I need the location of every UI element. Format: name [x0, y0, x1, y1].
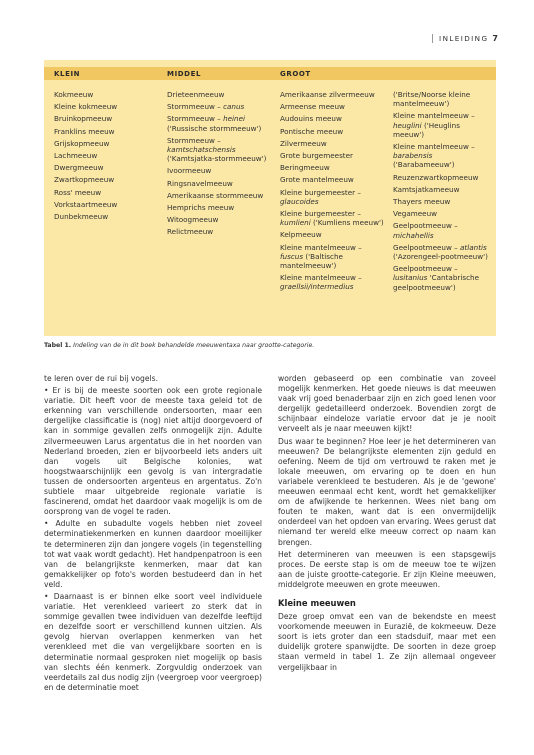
table-cell [393, 173, 493, 182]
table-cell: Dwergmeeuw [54, 163, 104, 173]
cell-common-name: ('Russische stormmeeuw') [167, 123, 262, 133]
cell-name: Ringsnavelmeeuw [167, 178, 233, 188]
paragraph: Deze groep omvat een van de bekendste en meest voorkomende meeuwen in Eurazië, de kokmeeuw. Deze soort is iets groter dan een stadsduif, maar met een duidelijk grotere spanwijdte. De soorten in deze groep staan vermeld in tabel 1. Ze zijn allemaal ongeveer vergelijkbaar in [278, 612, 496, 672]
cell-name: Armeense meeuw [280, 102, 345, 112]
cell-name: Grote burgemeester [280, 151, 354, 161]
cell-name: Stormmeeuw – [167, 135, 221, 145]
cell-name: Kleine mantelmeeuw – [393, 111, 475, 121]
cell-name: Amerikaanse zilvermeeuw [280, 90, 375, 99]
body-column-right [278, 374, 496, 675]
running-head [432, 34, 498, 43]
table-cell [280, 163, 386, 172]
cell-name: Kleine burgemeester – [280, 209, 361, 219]
cell-name: Audouins meeuw [280, 114, 342, 124]
table-cell [167, 136, 273, 164]
table-cell: Grijskopmeeuw [54, 138, 110, 148]
cell-name: Reuzenzwartkopmeeuw [393, 172, 479, 182]
cell-subspecies: graellsii/intermedius [280, 282, 354, 292]
table-cell [280, 151, 386, 160]
header-klein: KLEIN [54, 70, 81, 78]
table-cell: Lachmeeuw [54, 151, 98, 161]
cell-name: Kleine mantelmeeuw – [393, 142, 475, 152]
cell-subspecies: fuscus [280, 251, 304, 261]
table-cell [393, 111, 493, 139]
header-groot: GROOT [280, 70, 311, 78]
paragraph: worden gebaseerd op een combinatie van zoveel mogelijk kenmerken. Het goede nieuws is dat meeuwen vaak vrij goed benaderbaar zijn en zich goed lenen voor dergelijk gedetailleerd onderzoek. Bovendien zorgt de schijnbaar eindeloze variatie ervoor dat je je nooit verveelt als je naar meeuwen kijkt! [278, 374, 496, 434]
table-cell [167, 179, 273, 188]
paragraph: Het determineren van meeuwen is een stapsgewijs proces. De eerste stap is om de meeuw toe te wijzen aan de juiste grootte-categorie. Er zijn Kleine meeuwen, middelgrote meeuwen en grote meeuwen. [278, 549, 496, 589]
cell-name: Vegameeuw [393, 209, 438, 219]
cell-name: Drieteenmeeuw [167, 90, 225, 99]
cell-subspecies: heuglini [393, 120, 422, 130]
table-cell [393, 185, 493, 194]
table-cell [280, 230, 386, 239]
table-cell: Kleine kokmeeuw [54, 102, 118, 112]
paragraph: Dus waar te beginnen? Hoe leer je het determineren van meeuwen? De belangrijkste elementen zijn geduld en oefening. Neem de tijd om vertrouwd te raken met je lokale meeuwen, om ervaring op te doen en hun variabele verenkleed te bestuderen. Als je de 'gewone' meeuwen eenmaal echt kent, wordt het gemakkelijker om de afwijkende te herkennen. Wees niet bang om fouten te maken, want dat is een onvermijdelijk onderdeel van het opdoen van ervaring. Wees gerust dat niemand ter wereld elke meeuw correct op naam kan brengen. [278, 436, 496, 547]
table-cell: Ross' meeuw [54, 187, 102, 197]
table-cell [280, 175, 386, 184]
column-groot-1 [280, 90, 386, 295]
cell-name: Geelpootmeeuw – [393, 221, 458, 231]
table-cell [393, 197, 493, 206]
table-cell [393, 90, 493, 108]
cell-name: Zilvermeeuw [280, 138, 327, 148]
table-cell [280, 102, 386, 111]
cell-name: Beringmeeuw [280, 163, 330, 173]
column-klein [54, 90, 154, 224]
table-cell [393, 221, 493, 239]
cell-name: Pontische meeuw [280, 126, 344, 136]
column-groot-2 [393, 90, 493, 295]
table-cell: Dunbekmeeuw [54, 212, 109, 222]
table-cell: Kokmeeuw [54, 90, 94, 99]
table-cell [167, 191, 273, 200]
cell-name: Kelpmeeuw [280, 230, 322, 240]
column-middel [167, 90, 273, 240]
table-cell [280, 273, 386, 291]
table-cell [167, 90, 273, 99]
paragraph: • Adulte en subadulte vogels hebben niet zoveel determinatiekenmerken en kunnen daardoor moeilijker te determineren zijn dan jongere vogels (in tegenstelling tot wat vaak wordt gedacht). Het handpenpatroon is een van de belangrijkste kenmerken, maar dat kan gemakkelijker op foto's worden bestudeerd dan in het veld. [44, 519, 262, 589]
table-cell [167, 166, 273, 175]
table-cell [393, 243, 493, 261]
cell-name: Kleine burgemeester – [280, 187, 361, 197]
subheading-kleine-meeuwen: Kleine meeuwen [278, 597, 356, 608]
cell-subspecies: glaucoides [280, 196, 319, 206]
table-cell [393, 264, 493, 292]
table-cell [280, 114, 386, 123]
page-number: 7 [492, 34, 498, 43]
paragraph: te leren over de rui bij vogels. [44, 374, 158, 383]
cell-name: Witoogmeeuw [167, 215, 219, 225]
cell-subspecies: kamtschatschensis [167, 145, 236, 155]
table-cell [280, 188, 386, 206]
table-cell [167, 227, 273, 236]
cell-name: ('Britse/Noorse kleine mantelmeeuw') [393, 90, 471, 109]
cell-name: Kamtsjatkameeuw [393, 184, 460, 194]
cell-common-name: ('Heuglins meeuw') [393, 120, 460, 139]
cell-common-name: ('Barabameeuw') [393, 160, 455, 170]
header-middel: MIDDEL [167, 70, 202, 78]
cell-subspecies: kumlieni [280, 218, 311, 228]
size-category-table [44, 60, 496, 336]
caption-text: Indeling van de in dit boek behandelde meeuwentaxa naar grootte-categorie. [71, 342, 315, 349]
cell-subspecies: heinei [223, 114, 246, 124]
cell-subspecies: atlantis [460, 242, 487, 252]
caption-label: Tabel 1. [44, 342, 72, 349]
table-cell [280, 127, 386, 136]
cell-common-name: ('Kamtsjatka-stormmeeuw') [167, 154, 267, 164]
table-caption [44, 342, 496, 349]
table-cell [280, 209, 386, 227]
cell-common-name: ('Kumliens meeuw') [310, 218, 384, 228]
cell-name: Grote mantelmeeuw [280, 175, 354, 185]
body-column-left [44, 374, 262, 695]
table-cell: Franklins meeuw [54, 126, 115, 136]
cell-name: Thayers meeuw [393, 197, 451, 207]
cell-common-name: ('Azorengeel-pootmeeuw') [393, 252, 488, 262]
cell-name: Geelpootmeeuw – [393, 242, 461, 252]
cell-name: Stormmeeuw – [167, 114, 224, 124]
cell-subspecies: barabensis [393, 151, 433, 161]
table-cell [280, 90, 386, 99]
section-title: INLEIDING [439, 34, 489, 43]
cell-common-name: 'Cantabrische geelpootmeeuw') [393, 273, 480, 292]
table-header-row [44, 67, 496, 80]
table-cell [167, 102, 273, 111]
table-cell [167, 203, 273, 212]
table-cell [393, 142, 493, 170]
cell-name: Amerikaanse stormmeeuw [167, 190, 264, 200]
table-cell [393, 209, 493, 218]
cell-name: Ivoormeeuw [167, 166, 212, 176]
cell-name: Hemprichs meeuw [167, 203, 235, 213]
cell-name: Stormmeeuw – [167, 102, 224, 112]
cell-common-name: ('Baltische mantelmeeuw') [280, 251, 343, 271]
paragraph: • Daarnaast is er binnen elke soort veel individuele variatie. Het verenkleed varieert zo sterk dat in sommige gevallen twee individuen van dezelfde leeftijd en dezelfde soort er verschillend kunnen uitzien. Als gevolg hiervan overlappen kenmerken van het verenkleed met die van vergelijkbare soorten en is determinatie normaal gesproken niet mogelijk op basis van slechts één kenmerk. Zorgvuldig onderzoek van veerdetails zal dus nodig zijn (veergroep voor veergroep) en de determinatie moet [44, 591, 262, 692]
table-cell [280, 139, 386, 148]
cell-name: Relictmeeuw [167, 227, 214, 237]
cell-subspecies: michahellis [393, 230, 434, 240]
cell-subspecies: canus [223, 102, 245, 112]
table-cell [280, 243, 386, 271]
table-cell [167, 215, 273, 224]
table-cell: Bruinkopmeeuw [54, 114, 113, 124]
table-cell: Zwartkopmeeuw [54, 175, 115, 185]
table-cell [167, 114, 273, 132]
cell-name: Kleine mantelmeeuw – [280, 273, 362, 283]
cell-name: Geelpootmeeuw – [393, 264, 458, 274]
table-cell: Vorkstaartmeeuw [54, 199, 118, 209]
paragraph: • Er is bij de meeste soorten ook een grote regionale variatie. Dit heeft voor de meeste taxa geleid tot de erkenning van verschillende ondersoorten, maar een dergelijke classificatie is (nog) niet altijd doorgevoerd of kan in sommige gevallen zelfs onmogelijk zijn. Adulte zilvermeeuwen Larus argentatus die in het noorden van Nederland broeden, zien er bijvoorbeeld iets anders uit dan vogels uit Belgische kolonies, wat hoogstwaarschijnlijk een gevolg is van intergradatie tussen de ondersoorten argenteus en argentatus. Zo'n subtiele maar uitgebreide regionale variatie is fascinerend, omdat het daardoor vaak mogelijk is om de oorsprong van de vogel te raden. [44, 386, 262, 517]
cell-name: Kleine mantelmeeuw – [280, 242, 362, 252]
cell-subspecies: lusitanius [393, 273, 428, 283]
